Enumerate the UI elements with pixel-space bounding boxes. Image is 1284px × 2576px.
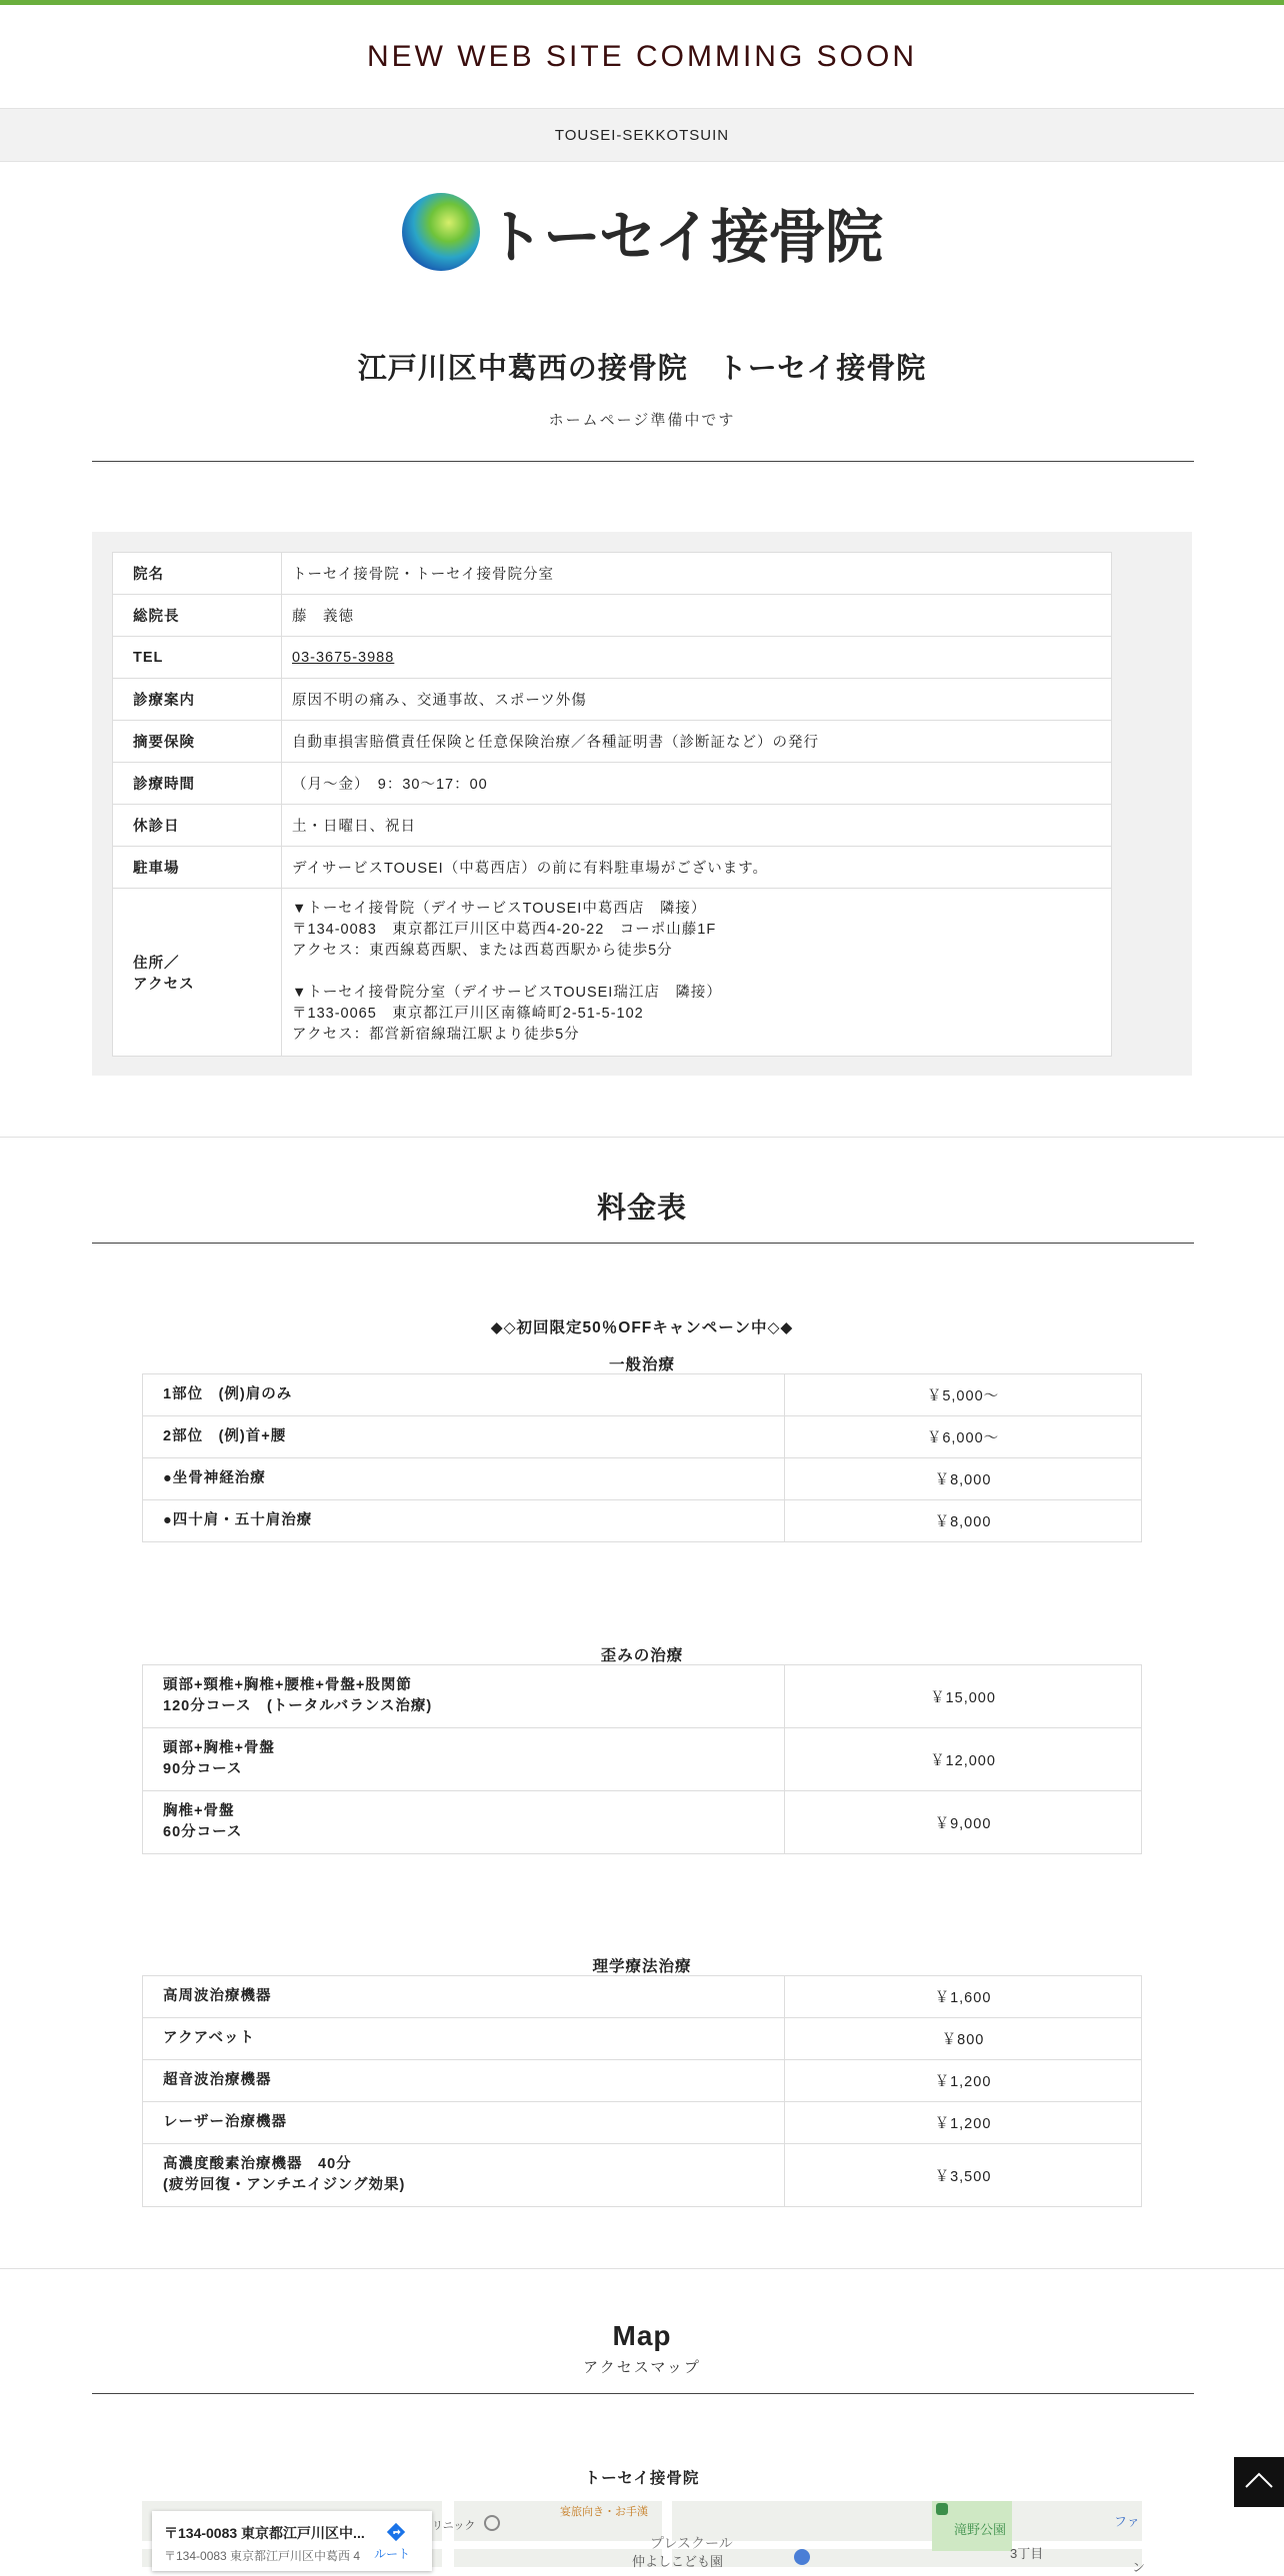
info-label: 診療時間 — [113, 763, 282, 805]
info-value: 藤 義徳 — [282, 595, 1112, 637]
map-place-label: 仲よしこども園 — [632, 2554, 724, 2569]
price-item-line: 胸椎+骨盤 — [163, 1803, 235, 1819]
info-value: （月～金） 9：30～17：00 — [282, 763, 1112, 805]
price-item-line: 90分コース — [163, 1761, 243, 1777]
site-subtitle: TOUSEI-SEKKOTSUIN — [554, 126, 730, 144]
map-section-subtitle: アクセスマップ — [583, 2359, 701, 2376]
price-value: ￥15,000 — [785, 1665, 1142, 1728]
access-spacer — [292, 962, 1101, 983]
map-card-title: 〒134-0083 東京都江戸川区中... — [164, 2525, 365, 2541]
access-line: ▼トーセイ接骨院（デイサービスTOUSEI中葛西店 隣接） — [292, 901, 707, 917]
table-row — [113, 679, 1112, 721]
clinic-info-panel — [92, 532, 1192, 1076]
info-value: 土・日曜日、祝日 — [282, 805, 1112, 847]
table-row — [113, 889, 1112, 1057]
table-row — [113, 595, 1112, 637]
access-line: ▼トーセイ接骨院分室（デイサービスTOUSEI瑞江店 隣接） — [292, 985, 722, 1001]
table-row — [113, 637, 1112, 679]
info-value: デイサービスTOUSEI（中葛西店）の前に有料駐車場がございます。 — [282, 847, 1112, 889]
site-title: NEW WEB SITE COMMING SOON — [366, 39, 917, 73]
info-label: 休診日 — [113, 805, 282, 847]
map-clinic-label: トーセイ接骨院 — [584, 2470, 700, 2487]
price-item: 1部位 (例)肩のみ — [143, 1374, 785, 1416]
price-value: ￥800 — [785, 2018, 1142, 2060]
clinic-info-table — [112, 552, 1112, 1057]
back-to-top-button[interactable] — [1234, 2457, 1284, 2507]
info-label: 駐車場 — [113, 847, 282, 889]
section-divider — [0, 2268, 1284, 2269]
price-value: ￥12,000 — [785, 1728, 1142, 1791]
intro-title: 江戸川区中葛西の接骨院 トーセイ接骨院 — [357, 353, 927, 385]
info-label: 摘要保険 — [113, 721, 282, 763]
info-label: 院名 — [113, 553, 282, 595]
price-value: ￥8,000 — [785, 1500, 1142, 1542]
table-row — [143, 2060, 1142, 2102]
map-info-card[interactable] — [152, 2511, 432, 2571]
map-section-title-wrap — [0, 2320, 1284, 2377]
price-item: ●坐骨神経治療 — [143, 1458, 785, 1500]
table-row — [143, 2018, 1142, 2060]
price-item-line: 高濃度酸素治療機器 40分 — [163, 2156, 352, 2172]
price-item — [143, 2144, 785, 2207]
table-row — [143, 1976, 1142, 2018]
price-value: ￥5,000～ — [785, 1374, 1142, 1416]
access-line: 〒134-0083 東京都江戸川区中葛西4-20-22 コーポ山藤1F — [292, 922, 717, 938]
intro-rule — [92, 461, 1194, 462]
access-label-line: アクセス — [133, 976, 195, 993]
intro-subtitle: ホームページ準備中です — [548, 412, 736, 429]
route-label[interactable]: ルート — [374, 2547, 411, 2561]
general-caption: 一般治療 — [608, 1356, 675, 1373]
table-row — [143, 1728, 1142, 1791]
table-row — [143, 1374, 1142, 1416]
tel-link[interactable]: 03-3675-3988 — [292, 649, 395, 666]
table-row — [113, 763, 1112, 805]
access-line: アクセス：都営新宿線瑞江駅より徒歩5分 — [292, 1027, 580, 1043]
access-line: 〒133-0065 東京都江戸川区南篠崎町2-51-5-102 — [292, 1006, 644, 1022]
table-row — [113, 847, 1112, 889]
logo-area — [0, 162, 1284, 302]
map-place-label: 滝野公園 — [954, 2522, 1007, 2537]
price-value: ￥8,000 — [785, 1458, 1142, 1500]
price-value: ￥1,200 — [785, 2102, 1142, 2144]
site-subtitle-bar — [0, 108, 1284, 162]
campaign-notice: ◆◇初回限定50％OFFキャンペーン中◇◆ — [490, 1319, 794, 1336]
map-rule — [92, 2393, 1194, 2394]
price-value: ￥6,000～ — [785, 1416, 1142, 1458]
info-label-access — [113, 889, 282, 1057]
map-pin-icon — [484, 2515, 500, 2531]
price-item: アクアベット — [143, 2018, 785, 2060]
price-item: ●四十肩・五十肩治療 — [143, 1500, 785, 1542]
info-value: トーセイ接骨院・トーセイ接骨院分室 — [282, 553, 1112, 595]
distortion-price-table — [142, 1664, 1142, 1854]
map-place-label: プレスクール — [650, 2535, 733, 2551]
info-value: 自動車損害賠償責任保険と任意保険治療／各種証明書（診断証など）の発行 — [282, 721, 1112, 763]
price-item: 2部位 (例)首+腰 — [143, 1416, 785, 1458]
price-item — [143, 1665, 785, 1728]
table-row — [113, 721, 1112, 763]
map-place-label: ファ — [1114, 2514, 1140, 2529]
map-section-title: Map — [612, 2320, 672, 2351]
intro-section — [0, 346, 1284, 430]
info-value — [282, 637, 1112, 679]
info-value-access — [282, 889, 1112, 1057]
price-value: ￥1,600 — [785, 1976, 1142, 2018]
logo-sphere-icon — [402, 193, 480, 271]
price-item: 高周波治療機器 — [143, 1976, 785, 2018]
map-card-address: 〒134-0083 東京都江戸川区中葛西 4 — [164, 2549, 361, 2563]
map-place-label: リニック — [432, 2520, 476, 2532]
distortion-caption: 歪みの治療 — [600, 1647, 684, 1664]
map-place-label: 宴旅向き・お手漢 — [560, 2506, 648, 2518]
directions-icon[interactable] — [382, 2521, 410, 2543]
table-row — [143, 1665, 1142, 1728]
price-value: ￥3,500 — [785, 2144, 1142, 2207]
section-divider — [0, 1137, 1284, 1138]
price-item-line: (疲労回復・アンチエイジング効果) — [163, 2177, 406, 2193]
general-price-table — [142, 1373, 1142, 1542]
table-row — [143, 1458, 1142, 1500]
price-item — [143, 1728, 785, 1791]
price-item-line: 頭部+頸椎+胸椎+腰椎+骨盤+股関節 — [163, 1677, 412, 1693]
table-row — [143, 1416, 1142, 1458]
physio-caption: 理学療法治療 — [592, 1958, 692, 1975]
price-section-title: 料金表 — [596, 1193, 687, 1225]
info-value: 原因不明の痛み、交通事故、スポーツ外傷 — [282, 679, 1112, 721]
map-place-label: ン — [1132, 2560, 1146, 2575]
price-item: 超音波治療機器 — [143, 2060, 785, 2102]
map-school-icon — [794, 2549, 810, 2565]
price-item-line: 120分コース (トータルバランス治療) — [163, 1698, 433, 1714]
price-value: ￥9,000 — [785, 1791, 1142, 1854]
price-item: レーザー治療機器 — [143, 2102, 785, 2144]
price-item — [143, 1791, 785, 1854]
site-header — [0, 5, 1284, 108]
info-label: 総院長 — [113, 595, 282, 637]
chevron-up-icon — [1244, 2471, 1274, 2494]
logo-text: トーセイ接骨院 — [485, 205, 883, 270]
table-row — [113, 553, 1112, 595]
table-row — [143, 1500, 1142, 1542]
info-label: 診療案内 — [113, 679, 282, 721]
price-section-title-wrap — [0, 1186, 1284, 1227]
physio-price-table — [142, 1975, 1142, 2207]
info-label: TEL — [113, 637, 282, 679]
price-item-line: 頭部+胸椎+骨盤 — [163, 1740, 275, 1756]
map-road — [442, 2501, 454, 2567]
table-row — [143, 2144, 1142, 2207]
price-item-line: 60分コース — [163, 1824, 243, 1840]
table-row — [143, 2102, 1142, 2144]
access-line: アクセス：東西線葛西駅、または西葛西駅から徒歩5分 — [292, 943, 673, 959]
access-label-line: 住所／ — [133, 955, 180, 972]
map-place-label: 3丁目 — [1010, 2546, 1044, 2561]
google-map[interactable] — [142, 2501, 1146, 2575]
price-value: ￥1,200 — [785, 2060, 1142, 2102]
table-row — [143, 1791, 1142, 1854]
clinic-logo[interactable] — [402, 190, 882, 274]
map-park-icon — [936, 2503, 948, 2515]
table-row — [113, 805, 1112, 847]
price-rule — [92, 1243, 1194, 1244]
